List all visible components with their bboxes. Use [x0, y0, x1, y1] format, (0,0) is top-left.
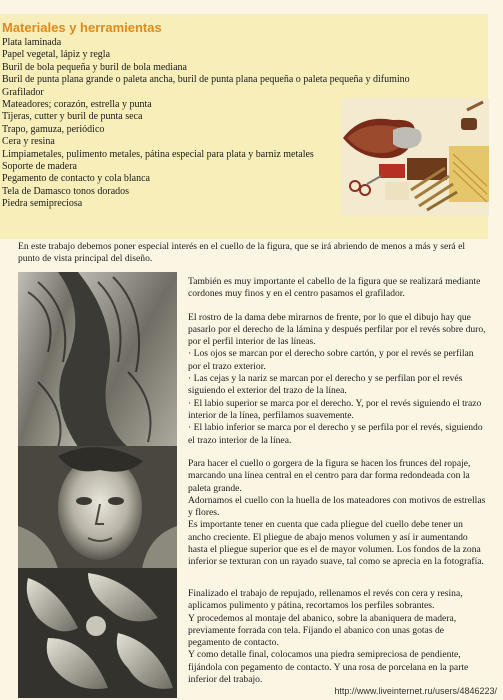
materials-item: Buril de punta plana grande o paleta ancha, buril de punta plana pequeña o paleta pequeña y difumino [2, 74, 410, 86]
materials-item: Tijeras, cutter y buril de punta seca [2, 111, 143, 123]
section2-paragraph: Es importante tener en cuenta que cada pliegue del cuello debe tener un ancho creciente. El pliegue de abajo menos volumen y así ir aumentando hasta el pliegue superior que es el de mayor volumen. Los fondos de la zona inferior se texturan con un rayado suave, tal como se aprecia en la fotografía. [188, 519, 484, 568]
intro-paragraph [18, 241, 488, 266]
materials-item: Pegamento de contacto y cola blanca [2, 173, 150, 185]
face-photo [18, 446, 177, 569]
hair-photo [18, 272, 177, 447]
materials-item: Limpiametales, pulimento metales, pátina especial para plata y barniz metales [2, 148, 314, 160]
materials-item: Tela de Damasco tonos dorados [2, 185, 130, 197]
section2-paragraph: Para hacer el cuello o gorgera de la figura se hacen los frunces del ropaje, marcando una línea central en el centro para dar forma redondeada con la paleta grande. [188, 458, 471, 494]
materials-item: Cera y resina [2, 136, 55, 148]
materials-item: Grafilador [2, 86, 44, 98]
materials-item: Piedra semipreciosa [2, 198, 83, 210]
materials-item: Plata laminada [2, 37, 62, 48]
section2-paragraph: Adornamos el cuello con la huella de los mateadores con motivos de estrellas y flores. [188, 494, 486, 519]
materials-item: Trapo, gamuza, periódico [2, 123, 105, 135]
section3-paragraph: Y procedemos al montaje del abanico, sobre la abaniquera de madera, previamente forrada con tela. Fijando el abanico con unas gotas de pegamento de contacto. [188, 612, 457, 649]
section3-paragraph: Finalizado el trabajo de repujado, rellenamos el revés con cera y resina, aplicamos pulimento y pátina, recortamos los perfiles sobrantes. [188, 588, 463, 612]
section1-bullet: · Las cejas y la nariz se marcan por el derecho y se perfilan por el revés siguiendo el exterior del trazo de la línea. [188, 373, 463, 397]
section1-bullet: · El labio superior se marca por el derecho. Y, por el revés siguiendo el trazo interior de la línea, perfilamos suavemente. [188, 397, 482, 421]
materials-item: Mateadores; corazón, estrella y punta [2, 99, 152, 111]
section1-paragraph: El rostro de la dama debe mirarnos de frente, por lo que el dibujo hay que pasarlo por el derecho de la lámina y después perfilar por el revés sobre duro, por el perfil interior de las líneas. [188, 311, 486, 348]
leaf-photo [18, 568, 177, 698]
section1-bullet: · Los ojos se marcan por el derecho sobre cartón, y por el revés se perfilan por el trazo exterior. [188, 348, 474, 372]
section2-text [188, 458, 488, 569]
section1-paragraph: También es muy importante el cabello de la figura que se realizará mediante cordones muy finos y en el centro pasamos el grafilador. [188, 276, 481, 300]
tools-photo [341, 98, 489, 216]
source-url: http://www.liveinternet.ru/users/4846223/ [334, 686, 497, 696]
section1-bullet: · El labio inferior se marca por el derecho y se perfila por el revés, siguiendo el trazo interior de la línea. [188, 422, 483, 446]
section3-text [188, 588, 488, 686]
materials-item: Soporte de madera [2, 161, 77, 173]
materials-item: Papel vegetal, lápiz y regla [2, 49, 111, 61]
materials-item: Buril de bola pequeña y buril de bola mediana [2, 61, 187, 73]
intro-text: En este trabajo debemos poner especial interés en el cuello de la figura, que se irá abriendo de menos a más y será el punto de vista principal del diseño. [18, 241, 465, 265]
section3-paragraph: Y como detalle final, colocamos una piedra semipreciosa de pendiente, fijándola con pegamento de contacto. Y una rosa de porcelana en la parte inferior del trabajo. [188, 649, 469, 686]
materials-title: Materiales y herramientas [2, 20, 162, 35]
section1-text [188, 276, 488, 447]
